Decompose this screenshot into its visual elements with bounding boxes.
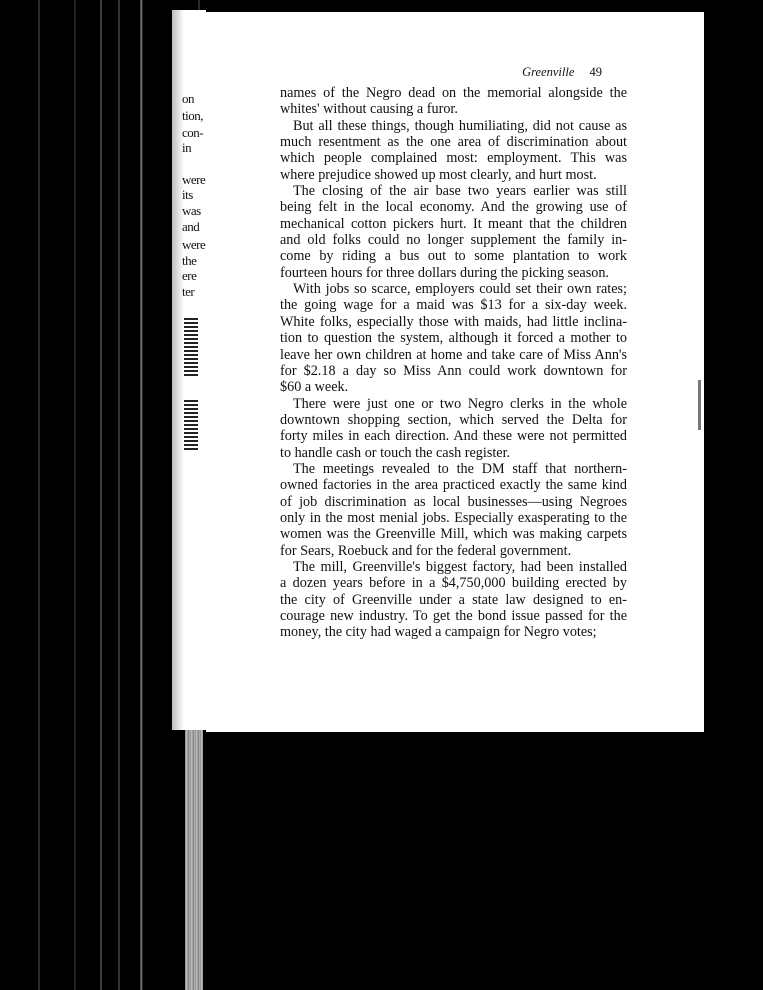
text-line: and old folks could no longer supplement the family in-: [280, 232, 627, 249]
previous-page-word: tion,: [182, 108, 203, 123]
previous-page-word: were: [182, 172, 206, 187]
smudged-fragment: [184, 400, 198, 450]
text-line: leave her own children at home and take care of Miss Ann's: [280, 346, 627, 363]
text-line: With jobs so scarce, employers could set their own rates;: [293, 281, 627, 298]
running-head-title: Greenville: [522, 65, 575, 79]
body-text: [280, 85, 627, 641]
text-line: the city of Greenville under a state law designed to en-: [280, 591, 627, 608]
previous-page-word: ter: [182, 284, 195, 299]
text-line: being felt in the local economy. And the growing use of: [280, 199, 627, 216]
text-line: to handle cash or touch the cash register.: [280, 444, 511, 461]
previous-page-word: and: [182, 219, 200, 234]
text-line: There were just one or two Negro clerks in the whole: [293, 395, 627, 412]
text-line: The closing of the air base two years earlier was still: [293, 183, 627, 200]
text-line: only in the most menial jobs. Especially exasperating to the: [280, 509, 627, 526]
text-line: The mill, Greenville's biggest factory, had been installed: [293, 558, 627, 575]
text-line: come by riding a bus out to some plantation to work: [280, 248, 627, 265]
previous-page-word: was: [182, 203, 201, 218]
page-number: 49: [589, 65, 602, 79]
previous-page-word: in: [182, 140, 192, 155]
previous-page-word: the: [182, 253, 197, 268]
text-line: courage new industry. To get the bond issue passed for the: [280, 608, 627, 624]
text-line: $60 a week.: [280, 379, 349, 396]
smudged-fragment: [184, 318, 198, 378]
binding-shadow: [0, 0, 200, 990]
text-line: But all these things, though humiliating, did not cause as: [293, 117, 627, 134]
text-line: a dozen years before in a $4,750,000 building erected by: [280, 575, 627, 592]
previous-page-word: con-: [182, 125, 204, 140]
text-line: fourteen hours for three dollars during the picking season.: [280, 264, 609, 281]
previous-page-word: were: [182, 237, 206, 252]
text-line: White folks, especially those with maids, had little inclina-: [280, 313, 627, 330]
text-line: names of the Negro dead on the memorial alongside the: [280, 85, 627, 101]
binding-gutter: [185, 730, 203, 990]
text-line: which people complained most: employment. This was: [280, 150, 627, 167]
text-line: downtown shopping section, which served the Delta for: [280, 411, 627, 428]
text-line: where prejudice showed up most clearly, and hurt most.: [280, 166, 597, 183]
text-line: forty miles in each direction. And these were not permitted: [280, 428, 627, 445]
book-page: [206, 12, 704, 732]
text-line: mechanical cotton pickers hurt. It meant that the children: [280, 215, 627, 232]
text-line: owned factories in the area practiced exactly the same kind: [280, 477, 627, 494]
text-line: money, the city had waged a campaign for Negro votes;: [280, 624, 597, 641]
text-line: for Sears, Roebuck and for the federal government.: [280, 542, 572, 559]
text-line: of job discrimination as local businesses—using Negroes: [280, 493, 627, 510]
page-edge-mark: [698, 380, 701, 430]
previous-page-word: ere: [182, 268, 197, 283]
text-line: tion to question the system, although it forced a mother to: [280, 330, 627, 347]
text-line: women was the Greenville Mill, which was making carpets: [280, 526, 627, 543]
running-head: [522, 65, 602, 80]
text-line: for $2.18 a day so Miss Ann could work downtown for: [280, 362, 627, 379]
text-line: The meetings revealed to the DM staff that northern-: [293, 460, 627, 477]
previous-page-word: its: [182, 187, 193, 202]
text-line: whites' without causing a furor.: [280, 101, 458, 118]
text-line: much resentment as the one area of discrimination about: [280, 134, 627, 151]
previous-page-word: on: [182, 91, 194, 106]
text-line: the going wage for a maid was $13 for a six-day week.: [280, 297, 627, 314]
